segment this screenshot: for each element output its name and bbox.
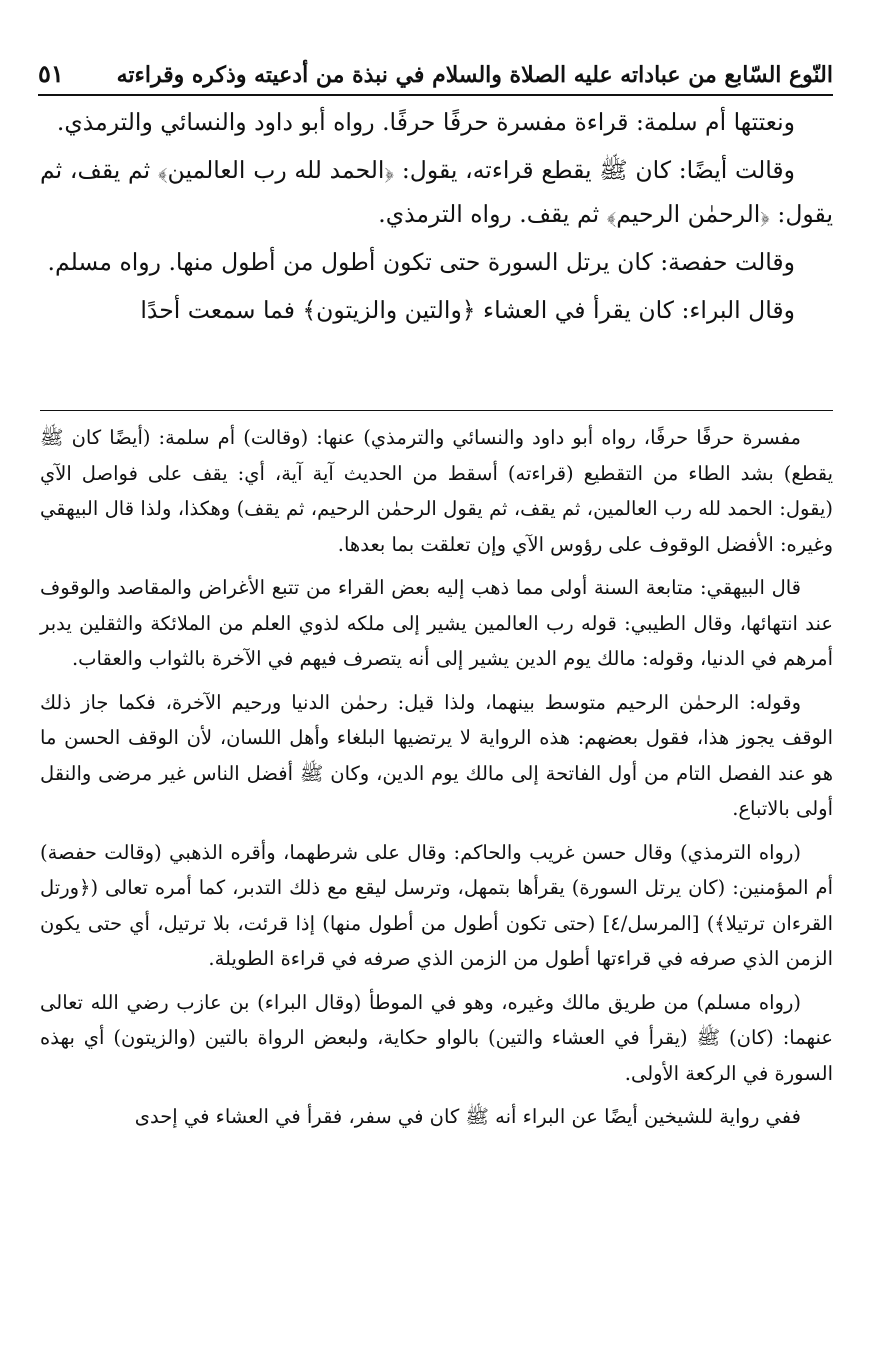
running-title: النّوع السّابع من عباداته عليه الصلاة والسلام في نبذة من أدعيته وذكره وقراءته — [116, 62, 833, 88]
commentary-paragraph: (رواه مسلم) من طريق مالك وغيره، وهو في الموطأ (وقال البراء) بن عازب رضي الله تعالى عنهما: (كان) ﷺ (يقرأ في العشاء والتين) بالواو حكاية، ولبعض الرواة بالتين (والزيتون) أي بهذه السورة في الركعة الأولى. — [40, 990, 833, 1085]
main-text — [40, 100, 833, 336]
main-paragraph: وقالت أيضًا: كان ﷺ يقطع قراءته، يقول: ﴿الحمد لله رب العالمين﴾ ثم يقف، ثم يقول: ﴿الرحمٰن الرحيم﴾ ثم يقف. رواه الترمذي. — [40, 156, 833, 228]
commentary-text — [40, 420, 833, 1135]
main-paragraph: ونعتتها أم سلمة: قراءة مفسرة حرفًا حرفًا. رواه أبو داود والنسائي والترمذي. — [56, 108, 795, 136]
commentary-paragraph: وقوله: الرحمٰن الرحيم متوسط بينهما، ولذا قيل: رحمٰن الدنيا ورحيم الآخرة، فكما جاز ذلك الوقف يجوز هذا، فقول بعضهم: هذه الرواية لا يرتضيها البلغاء وأهل اللسان، لأن الوقف الحسن ما هو عند الفصل التام من أول الفاتحة إلى مالك يوم الدين، وكان ﷺ أفضل الناس غير مرضى والنقل أولى بالاتباع. — [40, 690, 833, 820]
main-paragraph: وقال البراء: كان يقرأ في العشاء ﴿والتين والزيتون﴾ فما سمعت أحدًا — [140, 296, 795, 324]
commentary-paragraph: (رواه الترمذي) وقال حسن غريب والحاكم: وقال على شرطهما، وأقره الذهبي (وقالت حفصة) أم المؤمنين: (كان يرتل السورة) يقرأها بتمهل، وترسل ليقع مع ذلك التدبر، كما أمره تعالى (﴿ورتل القرءان ترتيلا﴾) [المرسل/٤] (حتى تكون أطول من أطول منها) إذا قرئت، بلا ترتيل، أي حتى يكون الزمن الذي صرفه في قراءتها أطول من الزمن الذي صرفه في قراءة الطويلة. — [40, 840, 833, 970]
page-number: ٥١ — [38, 59, 64, 88]
commentary-paragraph: قال البيهقي: متابعة السنة أولى مما ذهب إليه بعض القراء من تتبع الأغراض والمقاصد والوقوف عند انتهائها، وقال الطيبي: قوله رب العالمين يشير إلى ملكه لذوي العلم من الملائكة والثقلين يدبر أمرهم في الدنيا، وقوله: مالك يوم الدين يشير إلى أنه يتصرف فيهم في الآخرة بالثواب والعقاب. — [40, 576, 833, 670]
section-divider — [40, 410, 833, 411]
commentary-paragraph: ففي رواية للشيخين أيضًا عن البراء أنه ﷺ كان في سفر، فقرأ في العشاء في إحدى — [134, 1105, 801, 1128]
commentary-paragraph: مفسرة حرفًا حرفًا، رواه أبو داود والنسائي والترمذي) عنها: (وقالت) أم سلمة: (أيضًا كان ﷺ يقطع) بشد الطاء من التقطيع (قراءته) أسقط من الحديث آية آية، أي: يقف على فواصل الآي (يقول: الحمد لله رب العالمين، ثم يقف، ثم يقول الرحمٰن الرحيم، ثم يقف) وهكذا، ولذا قال البيهقي وغيره: الأفضل الوقوف على رؤوس الآي وإن تعلقت بما بعدها. — [40, 426, 833, 556]
main-paragraph: وقالت حفصة: كان يرتل السورة حتى تكون أطول من أطول منها. رواه مسلم. — [47, 248, 795, 276]
page-header — [38, 42, 833, 96]
